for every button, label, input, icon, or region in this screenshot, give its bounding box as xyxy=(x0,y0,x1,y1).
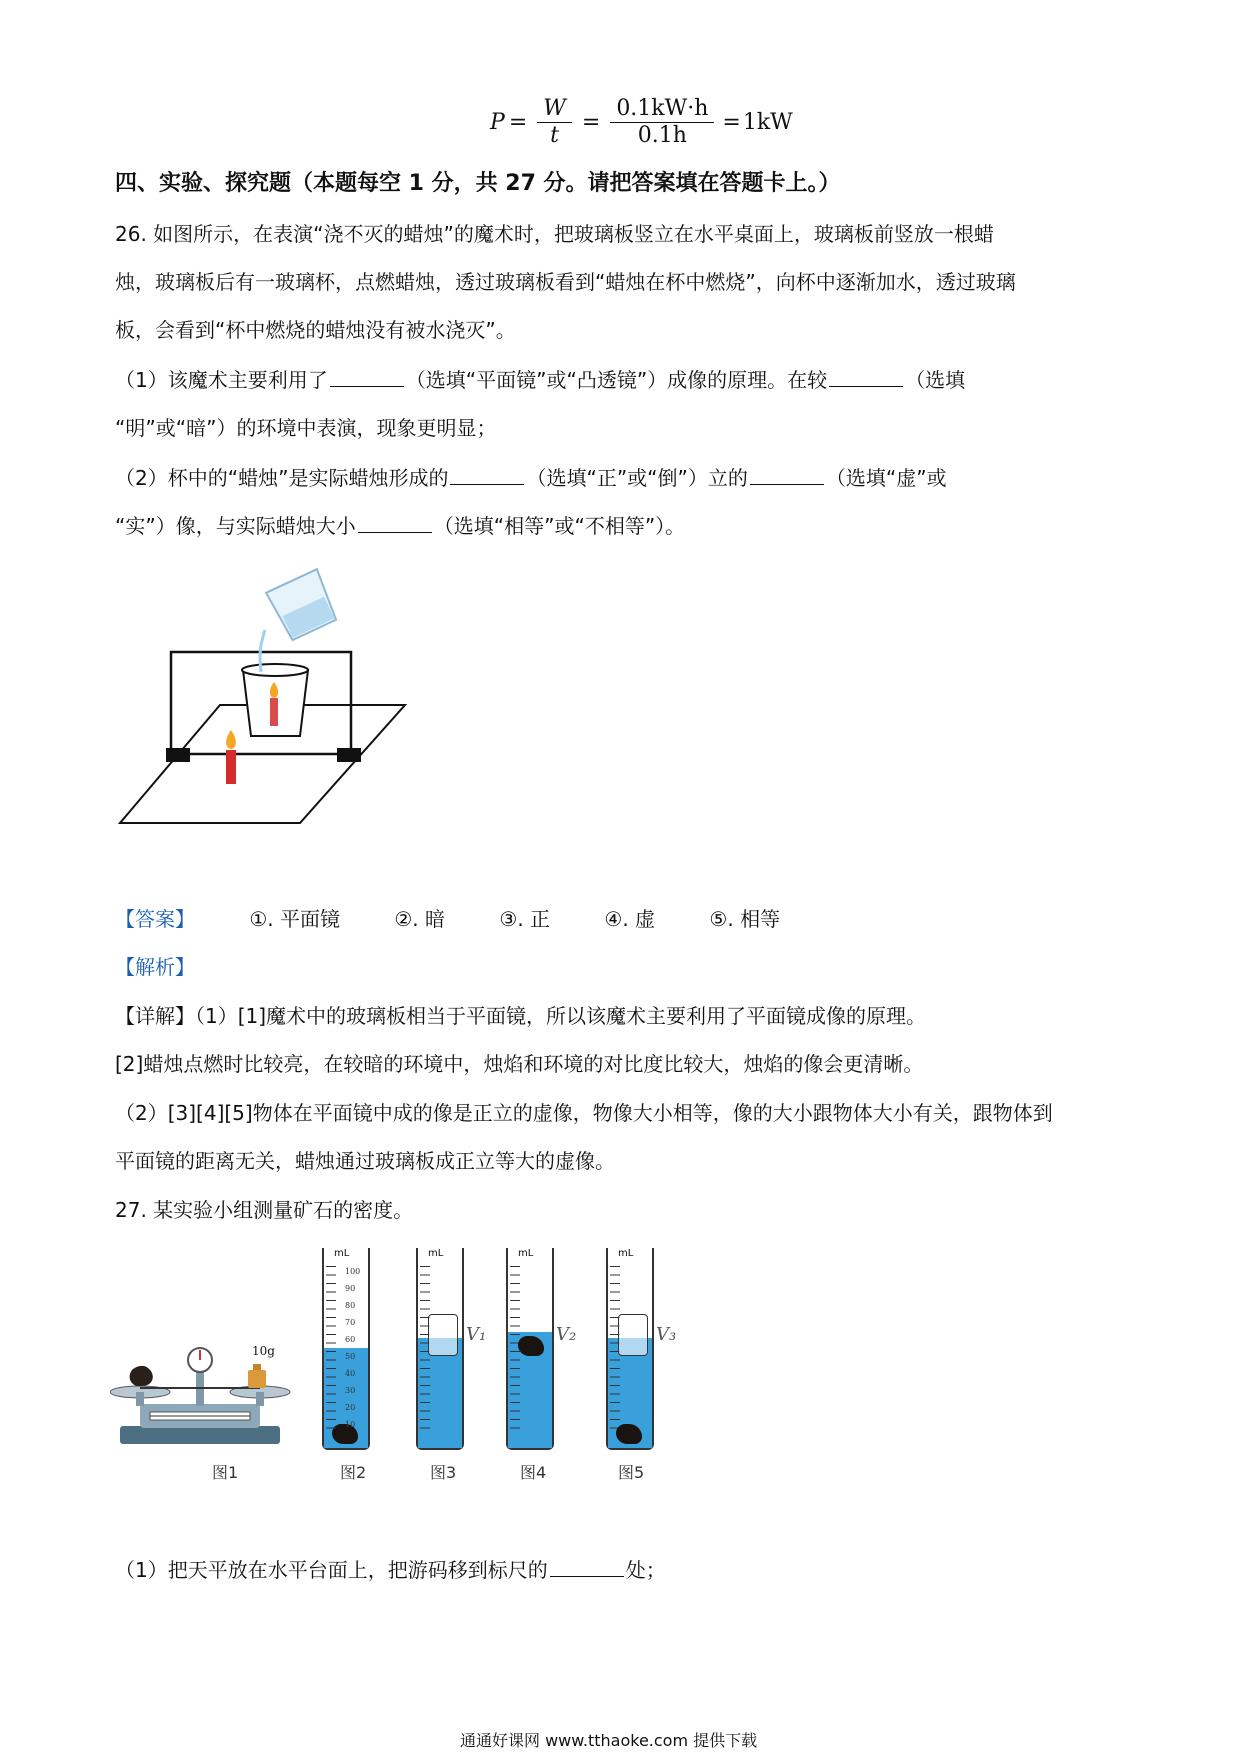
scale-label: 100 xyxy=(345,1267,361,1276)
q26-part2-line-2 xyxy=(115,512,685,540)
volume-label-v2: V₂ xyxy=(556,1324,577,1345)
cylinder-scale-labels xyxy=(345,1263,360,1433)
scale-label: 30 xyxy=(345,1386,356,1395)
real-flame xyxy=(226,730,236,749)
answer-blank-5[interactable] xyxy=(358,512,432,533)
q26-part2-line-1 xyxy=(115,464,947,492)
answer-row xyxy=(115,905,780,933)
scale-label: 10 xyxy=(345,1420,356,1429)
sample-bottle xyxy=(428,1314,458,1356)
q26-intro-line-1: 26. 如图所示，在表演“浇不灭的蜡烛”的魔术时，把玻璃板竖立在水平桌面上，玻璃板前竖放一根蜡 xyxy=(115,222,994,246)
answer-blank-4[interactable] xyxy=(750,464,824,485)
scale-marks xyxy=(326,1266,336,1436)
answer-item: ⑤. 相等 xyxy=(709,907,781,931)
cylinder-fig4 xyxy=(506,1248,554,1450)
figure-label-3: 图3 xyxy=(430,1463,457,1482)
scale-label: 60 xyxy=(345,1335,356,1344)
answer-item: ④. 虚 xyxy=(604,907,656,931)
figure-label-2: 图2 xyxy=(340,1463,367,1482)
q27-part1-line xyxy=(115,1556,666,1584)
q26-part1-text-a: （1）该魔术主要利用了 xyxy=(115,368,328,392)
figure-label-4: 图4 xyxy=(520,1463,547,1482)
weight-10g xyxy=(248,1370,266,1388)
answer-blank-2[interactable] xyxy=(829,366,903,387)
q26-intro-line-3: 板，会看到“杯中燃烧的蜡烛没有被水浇灭”。 xyxy=(115,318,516,342)
scale-label: 20 xyxy=(345,1403,356,1412)
formula-result: 1kW xyxy=(742,110,793,135)
q26-part2-text-b: （选填“正”或“倒”）立的 xyxy=(526,466,748,490)
clamp-right xyxy=(337,748,361,762)
detail-line-1: 【详解】（1）[1]魔术中的玻璃板相当于平面镜，所以该魔术主要利用了平面镜成像的原理。 xyxy=(115,1004,927,1028)
figure-label-1: 图1 xyxy=(212,1463,239,1482)
clamp-left xyxy=(166,748,190,762)
detail-line-3: （2）[3][4][5]物体在平面镜中成的像是正立的虚像，物像大小相等，像的大小跟物体大小有关，跟物体到 xyxy=(115,1101,1053,1125)
q26-intro-line-2: 烛，玻璃板后有一玻璃杯，点燃蜡烛，透过玻璃板看到“蜡烛在杯中燃烧”，向杯中逐渐加水，透过玻璃 xyxy=(115,270,1016,294)
answer-item: ③. 正 xyxy=(499,907,551,931)
pouring-beaker xyxy=(266,569,340,642)
scale-label: 80 xyxy=(345,1301,356,1310)
q27-part1-text-b: 处； xyxy=(625,1558,666,1582)
cylinder-fig5 xyxy=(606,1248,654,1450)
q27-intro: 27. 某实验小组测量矿石的密度。 xyxy=(115,1198,414,1222)
real-candle xyxy=(226,750,236,784)
formula-numerator: W xyxy=(537,96,572,123)
q26-part1-line-2: “明”或“暗”）的环境中表演，现象更明显； xyxy=(115,416,497,440)
cylinder-unit: mL xyxy=(428,1248,444,1259)
cylinder-unit: mL xyxy=(618,1248,634,1259)
q26-part2-text-a: （2）杯中的“蜡烛”是实际蜡烛形成的 xyxy=(115,466,449,490)
detail-line-2: [2]蜡烛点燃时比较亮，在较暗的环境中，烛焰和环境的对比度比较大，烛焰的像会更清晰。 xyxy=(115,1052,924,1076)
answer-blank-3[interactable] xyxy=(450,464,524,485)
formula-denominator: 0.1h xyxy=(637,123,687,148)
cylinder-unit: mL xyxy=(334,1248,350,1259)
detail-line-4: 平面镜的距离无关，蜡烛通过玻璃板成正立等大的虚像。 xyxy=(115,1149,615,1173)
formula-eq: = xyxy=(581,110,601,135)
formula-lhs: P xyxy=(490,110,505,135)
q27-part1-text-a: （1）把天平放在水平台面上，把游码移到标尺的 xyxy=(115,1558,548,1582)
scale-marks xyxy=(510,1266,520,1436)
answer-item: ②. 暗 xyxy=(394,907,446,931)
answer-blank-1[interactable] xyxy=(330,366,404,387)
answer-blank-6[interactable] xyxy=(550,1556,624,1577)
figure-label-5: 图5 xyxy=(618,1463,645,1482)
answer-label: 【答案】 xyxy=(115,907,195,931)
scale-label: 40 xyxy=(345,1369,356,1378)
cylinder-fig3 xyxy=(416,1248,464,1450)
formula-eq: = xyxy=(508,110,528,135)
scale-label: 50 xyxy=(345,1352,356,1361)
scale-label: 90 xyxy=(345,1284,356,1293)
ore-sample xyxy=(518,1336,544,1356)
power-formula xyxy=(490,96,793,149)
ore-sample xyxy=(616,1424,642,1444)
formula-fraction-1 xyxy=(537,96,572,149)
glass-cup-rim xyxy=(242,664,308,676)
sample-bottle xyxy=(618,1314,648,1356)
balance-figure xyxy=(110,1330,306,1450)
q26-part2-text-d: “实”）像，与实际蜡烛大小 xyxy=(115,514,356,538)
analysis-label: 【解析】 xyxy=(115,955,195,979)
weight-label: 10g xyxy=(252,1344,275,1358)
formula-eq: = xyxy=(722,110,741,135)
formula-fraction-2 xyxy=(610,96,714,149)
ore-sample xyxy=(130,1366,153,1386)
candle-magic-figure xyxy=(115,560,415,840)
formula-numerator: 0.1kW·h xyxy=(610,96,714,123)
scale-label: 70 xyxy=(345,1318,356,1327)
section-heading: 四、实验、探究题（本题每空 1 分，共 27 分。请把答案填在答题卡上。） xyxy=(115,171,841,196)
volume-label-v1: V₁ xyxy=(466,1324,487,1345)
q26-part2-text-c: （选填“虚”或 xyxy=(825,466,947,490)
answer-item: ①. 平面镜 xyxy=(249,907,341,931)
q26-part1-text-b: （选填“平面镜”或“凸透镜”）成像的原理。在较 xyxy=(405,368,828,392)
cylinder-unit: mL xyxy=(518,1248,534,1259)
q26-part1-line-1 xyxy=(115,366,965,394)
volume-label-v3: V₃ xyxy=(656,1324,677,1345)
formula-denominator: t xyxy=(550,123,559,148)
q26-part1-text-c: （选填 xyxy=(905,368,966,392)
page-footer: 通通好课网 www.tthaoke.com 提供下载 xyxy=(460,1731,758,1750)
q26-part2-text-e: （选填“相等”或“不相等”）。 xyxy=(433,514,686,538)
candle-image xyxy=(270,698,278,726)
